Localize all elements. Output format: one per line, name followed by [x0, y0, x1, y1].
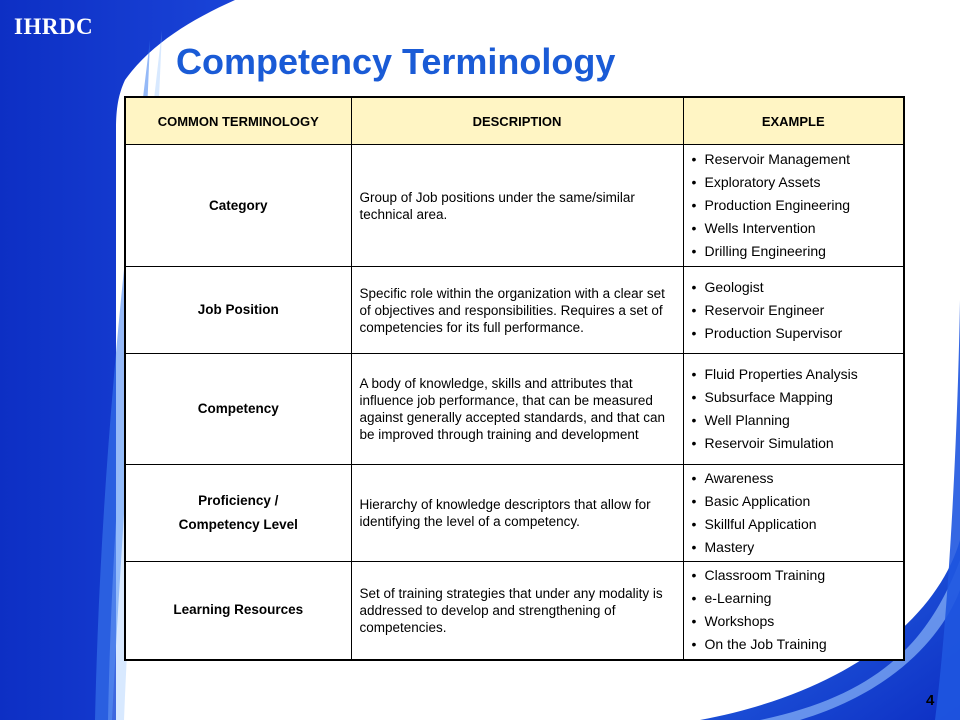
bullet-icon: •	[691, 389, 697, 405]
example-cell	[683, 354, 904, 465]
bullet-icon: •	[691, 636, 697, 653]
bullet-icon: •	[691, 539, 697, 555]
example-item: • Reservoir Simulation	[692, 432, 900, 455]
example-item: • Production Engineering	[692, 194, 900, 217]
term-cell: Competency	[125, 354, 351, 465]
ihrdc-logo: IHRDC	[14, 14, 94, 39]
description-cell: Specific role within the organization with a clear set of objectives and responsibilities. Requires a set of competencies for its full performance.	[351, 267, 683, 354]
description-cell: Set of training strategies that under any modality is addressed to develop and strengthening of competencies.	[351, 562, 683, 660]
example-item: • Production Supervisor	[692, 322, 900, 345]
description-cell: A body of knowledge, skills and attributes that influence job performance, that can be measured against generally accepted standards, and that can be improved through training and development	[351, 354, 683, 465]
bullet-icon: •	[691, 613, 697, 630]
example-item: • Well Planning	[692, 409, 900, 432]
example-item: • Awareness	[692, 467, 900, 490]
bullet-icon: •	[691, 243, 697, 259]
terminology-table	[124, 96, 905, 661]
term-line: Proficiency /	[198, 493, 279, 508]
example-item: • Drilling Engineering	[692, 240, 900, 263]
term-line: Competency Level	[178, 517, 298, 532]
example-cell	[683, 562, 904, 660]
bullet-icon: •	[691, 174, 697, 190]
example-item: • Wells Intervention	[692, 217, 900, 240]
bullet-icon: •	[691, 435, 697, 451]
example-item: • Basic Application	[692, 490, 900, 513]
term-cell: Learning Resources	[125, 562, 351, 660]
example-list	[692, 363, 900, 455]
example-item: • Skillful Application	[692, 513, 900, 536]
example-item: • Geologist	[692, 276, 900, 299]
example-item: • Fluid Properties Analysis	[692, 363, 900, 386]
bullet-icon: •	[691, 220, 697, 236]
page-number: 4	[926, 692, 935, 709]
table-header-row	[125, 97, 904, 145]
table-row	[125, 354, 904, 465]
example-cell	[683, 267, 904, 354]
page-title: Competency Terminology	[176, 41, 616, 82]
example-item: • e-Learning	[692, 587, 900, 610]
term-cell: Job Position	[125, 267, 351, 354]
bullet-icon: •	[691, 470, 697, 486]
example-item: • Exploratory Assets	[692, 171, 900, 194]
bullet-icon: •	[691, 590, 697, 607]
description-cell: Hierarchy of knowledge descriptors that allow for identifying the level of a competency.	[351, 465, 683, 562]
example-item: • Workshops	[692, 610, 900, 633]
example-item: • Subsurface Mapping	[692, 386, 900, 409]
example-item: • On the Job Training	[692, 633, 900, 656]
table-row	[125, 267, 904, 354]
example-item: • Mastery	[692, 536, 900, 559]
bullet-icon: •	[691, 197, 697, 213]
example-list	[692, 276, 900, 345]
term-cell	[125, 465, 351, 562]
bullet-icon: •	[691, 516, 697, 532]
header-description: DESCRIPTION	[351, 97, 683, 145]
description-cell: Group of Job positions under the same/similar technical area.	[351, 145, 683, 267]
example-list	[692, 148, 900, 263]
bullet-icon: •	[691, 366, 697, 382]
example-item: • Reservoir Engineer	[692, 299, 900, 322]
table-row	[125, 145, 904, 267]
example-item: • Classroom Training	[692, 564, 900, 587]
table-row	[125, 562, 904, 660]
bullet-icon: •	[691, 412, 697, 428]
header-example: EXAMPLE	[683, 97, 904, 145]
bullet-icon: •	[691, 278, 697, 295]
bullet-icon: •	[691, 151, 697, 167]
example-list	[692, 467, 900, 559]
example-list	[692, 564, 900, 656]
example-cell	[683, 145, 904, 267]
bullet-icon: •	[691, 567, 697, 584]
header-common-terminology: COMMON TERMINOLOGY	[125, 97, 351, 145]
bullet-icon: •	[691, 301, 697, 318]
term-cell: Category	[125, 145, 351, 267]
bullet-icon: •	[691, 493, 697, 509]
table-row	[125, 465, 904, 562]
bullet-icon: •	[691, 324, 697, 341]
example-item: • Reservoir Management	[692, 148, 900, 171]
example-cell	[683, 465, 904, 562]
